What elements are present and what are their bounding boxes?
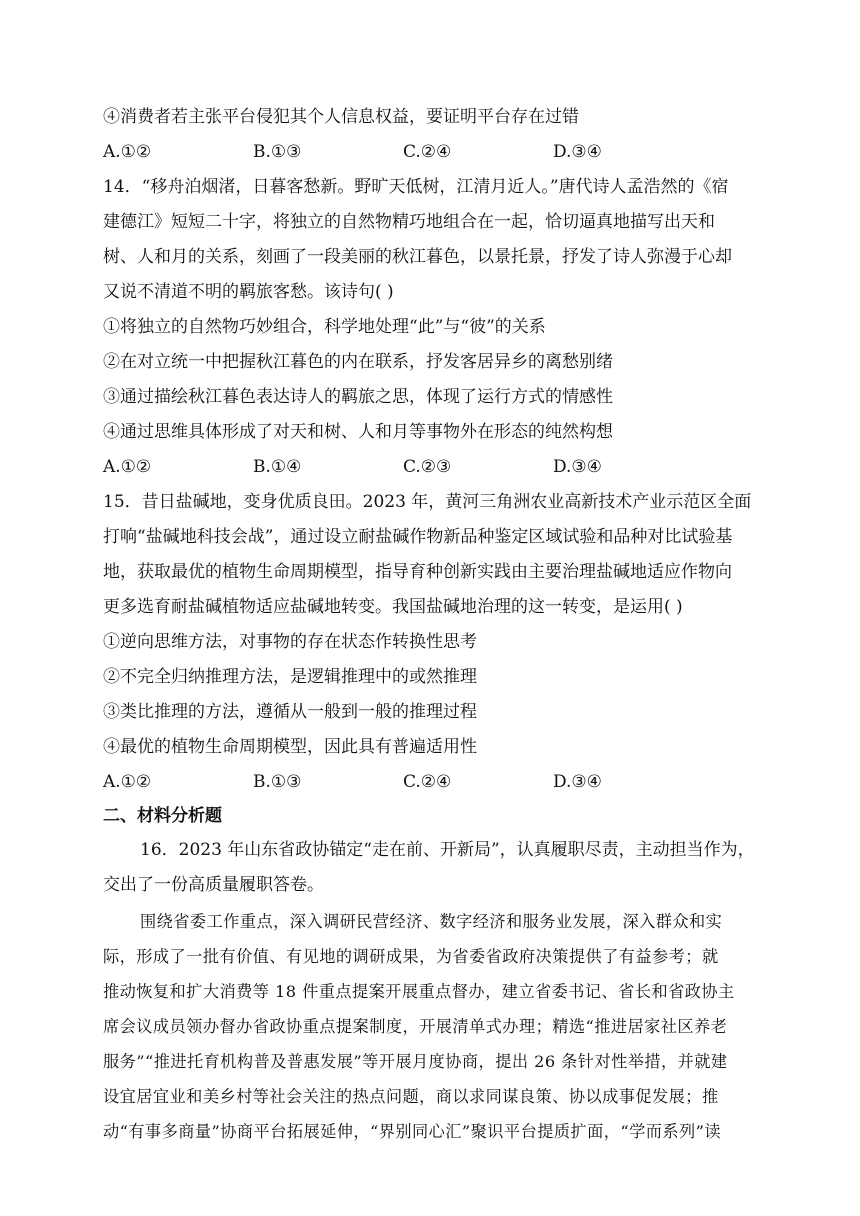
q14-statement-4: ④通过思维具体形成了对天和树、人和月等事物外在形态的纯然构想 (103, 422, 613, 442)
section-heading: 二、材料分析题 (103, 806, 222, 826)
q13-option-b: B.①③ (253, 142, 302, 162)
q14-stem-line: 树、人和月的关系，刻画了一段美丽的秋江暮色，以景托景，抒发了诗人弥漫于心却 (103, 247, 732, 267)
q14-stem-line: 又说不清道不明的羁旅客愁。该诗句( ) (103, 282, 394, 302)
q15-stem-line: 打响“盐碱地科技会战”，通过设立耐盐碱作物新品种鉴定区域试验和品种对比试验基 (103, 527, 733, 547)
q14-option-c: C.②③ (403, 457, 452, 477)
q15-option-a: A.①② (103, 772, 152, 792)
q14-option-b: B.①④ (253, 457, 302, 477)
q14-statement-3: ③通过描绘秋江暮色表达诗人的羁旅之思，体现了运行方式的情感性 (103, 387, 613, 407)
q14-statement-2: ②在对立统一中把握秋江暮色的内在联系，抒发客居异乡的离愁别绪 (103, 352, 613, 372)
q13-option-c: C.②④ (403, 142, 452, 162)
q13-option-a: A.①② (103, 142, 152, 162)
q14-stem-line: 建德江》短短二十字，将独立的自然物精巧地组合在一起，恰切逼真地描写出天和 (103, 212, 715, 232)
q15-stem-line: 15．昔日盐碱地，变身优质良田。2023 年，黄河三角洲农业高新技术产业示范区全面 (103, 492, 752, 512)
q16-intro-line: 交出了一份高质量履职答卷。 (103, 875, 324, 895)
q15-statement-4: ④最优的植物生命周期模型，因此具有普遍适用性 (103, 737, 477, 757)
q16-material-line: 设宜居宜业和美乡村等社会关注的热点问题，商以求同谋良策、协以成事促发展；推 (103, 1087, 719, 1106)
q16-material-line: 推动恢复和扩大消费等 18 件重点提案开展重点督办，建立省委书记、省长和省政协主 (103, 982, 735, 1001)
q15-option-b: B.①③ (253, 772, 302, 792)
q13-statement-4: ④消费者若主张平台侵犯其个人信息权益，要证明平台存在过错 (103, 107, 579, 127)
q16-intro-line: 16．2023 年山东省政协锚定“走在前、开新局”，认真履职尽责，主动担当作为， (140, 840, 755, 860)
q15-option-d: D.③④ (553, 772, 602, 792)
q15-statement-1: ①逆向思维方法，对事物的存在状态作转换性思考 (103, 632, 477, 652)
q15-statement-3: ③类比推理的方法，遵循从一般到一般的推理过程 (103, 702, 477, 722)
q16-material-line: 际，形成了一批有价值、有见地的调研成果，为省委省政府决策提供了有益参考；就 (103, 947, 719, 966)
q14-stem-line: 14．“移舟泊烟渚，日暮客愁新。野旷天低树，江清月近人。”唐代诗人孟浩然的《宿 (103, 177, 729, 197)
q15-statement-2: ②不完全归纳推理方法，是逻辑推理中的或然推理 (103, 667, 477, 687)
q16-material-line: 服务”“推进托育机构普及普惠发展”等开展月度协商，提出 26 条针对性举措，并就建 (103, 1052, 728, 1071)
q14-option-d: D.③④ (553, 457, 602, 477)
q16-material-line: 动“有事多商量”协商平台拓展延伸，“界别同心汇”聚识平台提质扩面，“学而系列”读 (103, 1122, 722, 1141)
q15-option-c: C.②④ (403, 772, 452, 792)
q15-stem-line: 地，获取最优的植物生命周期模型，指导育种创新实践由主要治理盐碱地适应作物向 (103, 562, 732, 582)
q13-option-d: D.③④ (553, 142, 602, 162)
q15-stem-line: 更多选育耐盐碱植物适应盐碱地转变。我国盐碱地治理的这一转变，是运用( ) (103, 597, 683, 617)
q16-material-line: 围绕省委工作重点，深入调研民营经济、数字经济和服务业发展，深入群众和实 (140, 912, 723, 931)
q16-material-line: 席会议成员领办督办省政协重点提案制度，开展清单式办理；精选“推进居家社区养老 (103, 1017, 728, 1036)
q14-option-a: A.①② (103, 457, 152, 477)
q14-statement-1: ①将独立的自然物巧妙组合，科学地处理“此”与“彼”的关系 (103, 317, 546, 337)
